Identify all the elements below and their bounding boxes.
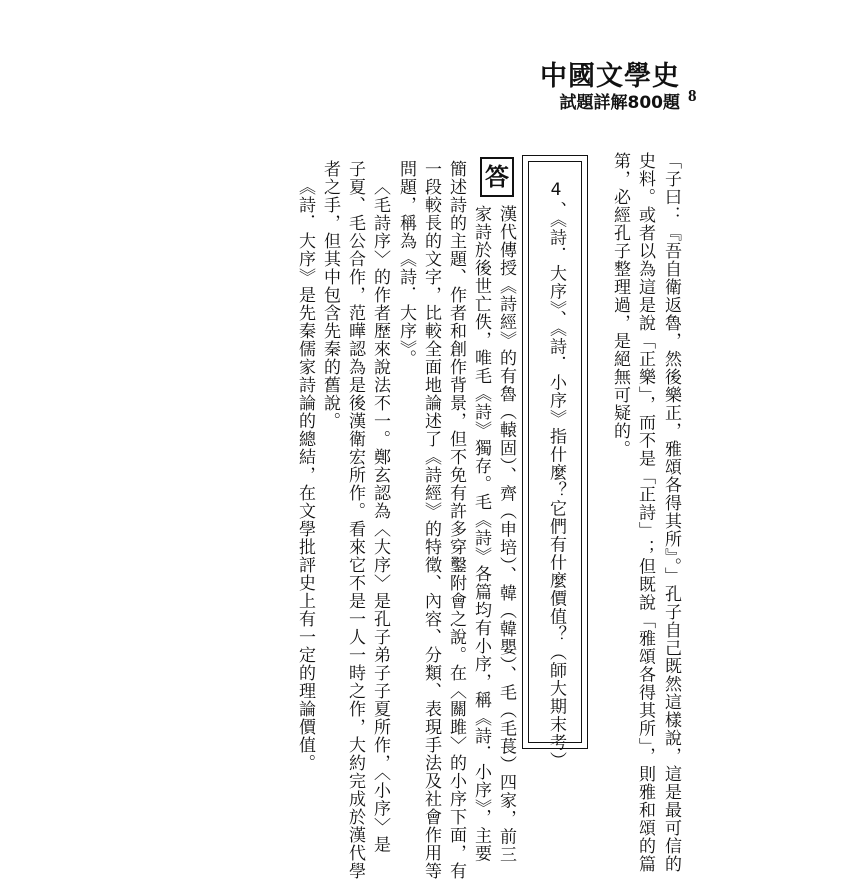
intro-column-2: 史料。或者以為這是說「正樂」，而不是「正詩」；但既說「雅頌各得其所」，則雅和頌的篇 <box>635 152 655 873</box>
answer-column-8: 者之手，但其中包含先秦的舊說。 <box>320 160 340 430</box>
answer-column-9: 《詩．大序》是先秦儒家詩論的總結，在文學批評史上有一定的理論價值。 <box>295 178 315 772</box>
answer-column-6: 〈毛詩序〉的作者歷來說法不一。鄭玄認為〈大序〉是孔子弟子子夏所作，〈小序〉是 <box>370 178 390 854</box>
page-number: 8 <box>688 86 697 105</box>
answer-column-3: 簡述詩的主題、作者和創作背景，但不免有許多穿鑿附會之說。在〈關雎〉的小序下面，有 <box>446 160 466 880</box>
answer-column-1: 漢代傳授《詩經》的有魯（轅固）、齊（申培）、韓（韓嬰）、毛（毛萇）四家，前三 <box>496 205 516 864</box>
question-text: 4、《詩．大序》、《詩．小序》指什麼？它們有什麼價值？（師大期末考） <box>546 180 566 770</box>
answer-column-4: 一段較長的文字，比較全面地論述了《詩經》的特徵、內容、分類、表現手法及社會作用等 <box>421 160 441 880</box>
intro-column-1: 「子曰：『吾自衛返魯，然後樂正，雅頌各得其所』。」孔子自己既然這樣說，這是最可信的 <box>661 152 681 873</box>
intro-column-3: 第，必經孔子整理過，是絕無可疑的。 <box>610 152 630 458</box>
book-subtitle: 試題詳解800題 <box>559 93 680 113</box>
page-header <box>540 62 680 114</box>
answer-badge: 答 <box>480 157 514 197</box>
answer-column-5: 問題，稱為《詩．大序》。 <box>396 160 416 368</box>
answer-column-7: 子夏、毛公合作，范曄認為是後漢衛宏所作。看來它不是一人一時之作，大約完成於漢代學 <box>345 160 365 880</box>
book-title: 中國文學史 <box>540 61 680 92</box>
answer-column-2: 家詩於後世亡佚，唯毛《詩》獨存。毛《詩》各篇均有小序，稱《詩．小序》，主要 <box>471 205 491 863</box>
